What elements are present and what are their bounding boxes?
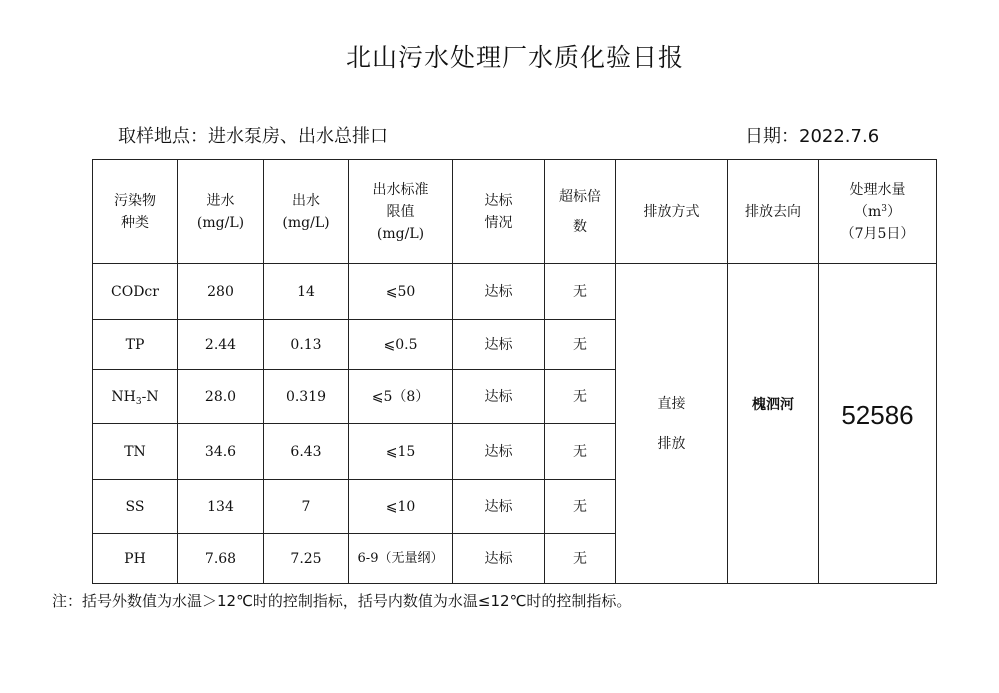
- header-limit: 出水标准 限值 (mg/L): [349, 160, 453, 264]
- compliance-value: 达标: [453, 424, 545, 480]
- limit-value: ⩽50: [349, 264, 453, 320]
- inflow-value: 34.6: [178, 424, 264, 480]
- inflow-value: 134: [178, 480, 264, 534]
- header-inflow: 进水 (mg/L): [178, 160, 264, 264]
- inflow-value: 2.44: [178, 320, 264, 370]
- exceed-value: 无: [545, 370, 616, 424]
- pollutant-name: TN: [93, 424, 178, 480]
- header-pollutant: 污染物 种类: [93, 160, 178, 264]
- compliance-value: 达标: [453, 534, 545, 584]
- outflow-value: 0.13: [264, 320, 349, 370]
- compliance-value: 达标: [453, 480, 545, 534]
- header-outflow: 出水 (mg/L): [264, 160, 349, 264]
- report-date: 日期：2022.7.6: [745, 126, 880, 147]
- inflow-value: 7.68: [178, 534, 264, 584]
- sampling-location: 取样地点：进水泵房、出水总排口: [118, 126, 388, 147]
- header-compliance: 达标 情况: [453, 160, 545, 264]
- exceed-value: 无: [545, 424, 616, 480]
- water-quality-table: [92, 159, 937, 584]
- pollutant-name: SS: [93, 480, 178, 534]
- limit-value: 6-9（无量纲）: [349, 534, 453, 584]
- outflow-value: 6.43: [264, 424, 349, 480]
- limit-value: ⩽0.5: [349, 320, 453, 370]
- outflow-value: 7.25: [264, 534, 349, 584]
- outflow-value: 7: [264, 480, 349, 534]
- pollutant-name: $NH_3-N$: [93, 370, 178, 424]
- report-title: 北山污水处理厂水质化验日报: [345, 43, 684, 72]
- inflow-value: 28.0: [178, 370, 264, 424]
- table-row: [93, 264, 937, 320]
- exceed-value: 无: [545, 534, 616, 584]
- compliance-value: 达标: [453, 370, 545, 424]
- header-volume: 处理水量 $(m^3)$ （7月5日）: [819, 160, 937, 264]
- discharge-method: 直接 排放: [616, 264, 728, 584]
- header-discharge-dest: 排放去向: [728, 160, 819, 264]
- outflow-value: 14: [264, 264, 349, 320]
- compliance-value: 达标: [453, 320, 545, 370]
- limit-value: ⩽5（8）: [349, 370, 453, 424]
- header-exceed: 超标倍 数: [545, 160, 616, 264]
- limit-value: ⩽10: [349, 480, 453, 534]
- exceed-value: 无: [545, 480, 616, 534]
- compliance-value: 达标: [453, 264, 545, 320]
- exceed-value: 无: [545, 320, 616, 370]
- limit-value: ⩽15: [349, 424, 453, 480]
- discharge-destination: 槐泗河: [728, 264, 819, 584]
- treated-volume: 52586: [819, 264, 937, 584]
- pollutant-name: CODcr: [93, 264, 178, 320]
- inflow-value: 280: [178, 264, 264, 320]
- pollutant-name: PH: [93, 534, 178, 584]
- exceed-value: 无: [545, 264, 616, 320]
- footnote: 注：括号外数值为水温＞12℃时的控制指标，括号内数值为水温≤12℃时的控制指标。: [52, 592, 632, 610]
- outflow-value: 0.319: [264, 370, 349, 424]
- pollutant-name: TP: [93, 320, 178, 370]
- header-row: [93, 160, 937, 264]
- header-discharge-method: 排放方式: [616, 160, 728, 264]
